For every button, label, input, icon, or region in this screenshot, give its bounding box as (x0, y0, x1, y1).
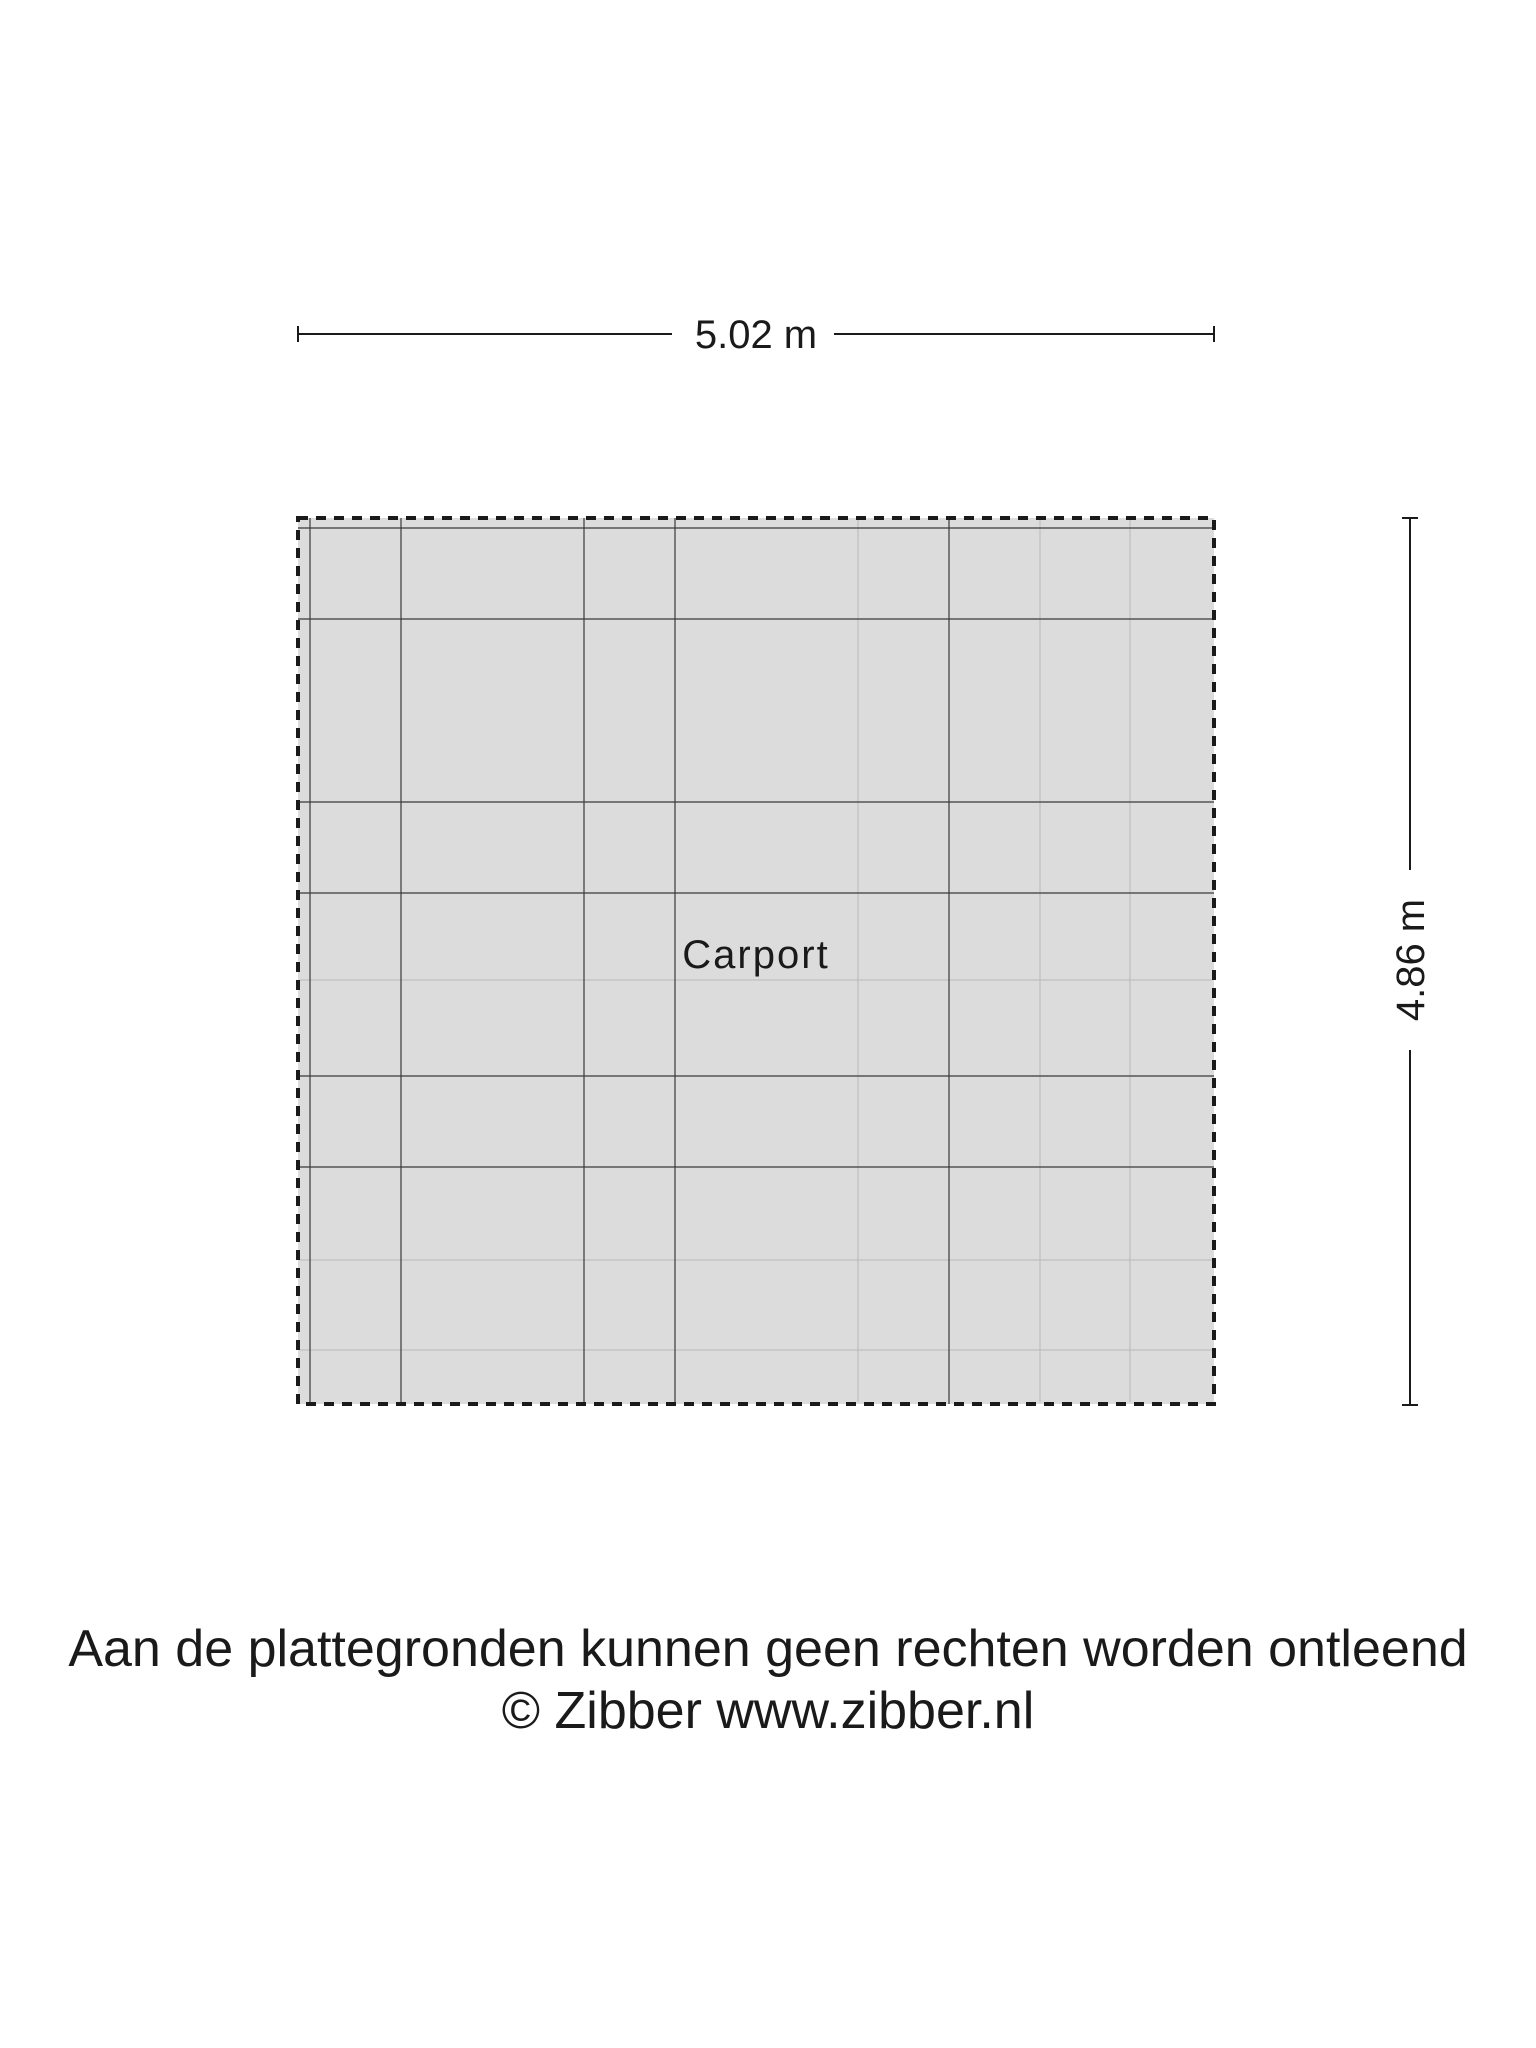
width-dimension (298, 313, 1214, 357)
room-carport (298, 518, 1214, 1404)
disclaimer-text: Aan de plattegronden kunnen geen rechten worden ontleend (68, 1620, 1468, 1678)
height-dimension (1389, 518, 1433, 1405)
room-label: Carport (682, 933, 830, 977)
copyright-text: © Zibber www.zibber.nl (501, 1682, 1035, 1740)
height-dimension-label: 4.86 m (1389, 898, 1433, 1022)
width-dimension-label: 5.02 m (694, 313, 818, 357)
